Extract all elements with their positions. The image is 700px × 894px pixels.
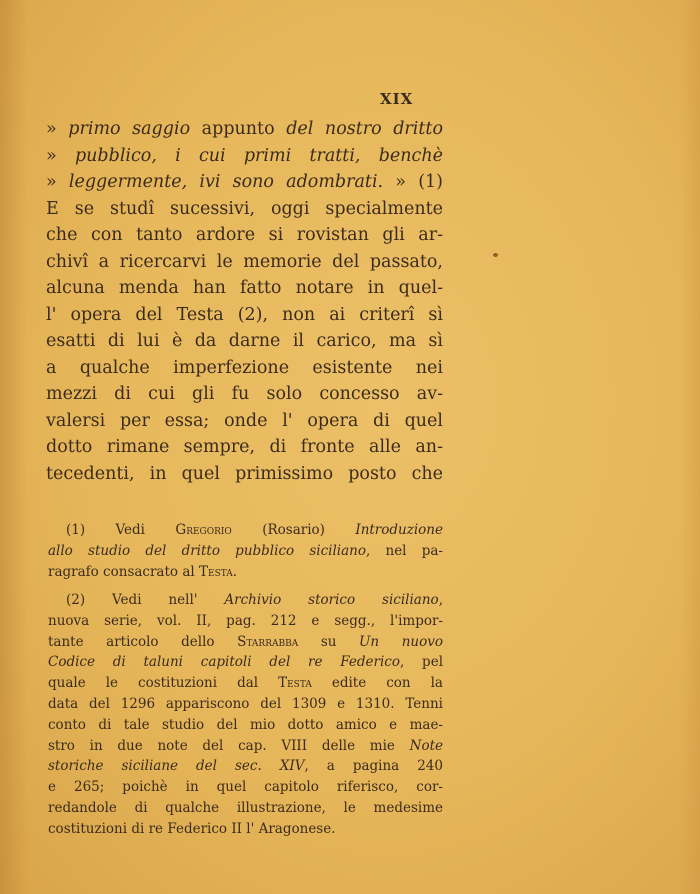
text-run: costituzioni di re Federico II l' Aragonese. [48,820,336,837]
text-line [46,435,443,459]
small-caps-name: Gregorio [175,522,232,538]
text-run: (1) Vedi [66,522,176,538]
footnote-line [48,652,443,672]
text-line [46,197,443,221]
text-run: edite con la [311,675,443,692]
footnote-line [66,520,443,540]
text-run: valersi per essa; onde l' opera di quel [46,410,443,431]
text-line [46,462,443,486]
small-caps-name: Testa [199,563,233,580]
text-run: conto di tale studio del mio dotto amico e mae- [48,716,443,733]
text-run: data del 1296 appariscono del 1309 e 1310. Tenni [48,696,443,712]
text-line [46,356,443,380]
italic-text: leggermente, ivi sono adombrati. [68,172,384,192]
text-run: che con tanto ardore si rovistan gli ar- [46,225,443,245]
italic-text: pubblico, i cui primi tratti, benchè [74,145,443,166]
footnote-line [48,611,443,631]
text-run: tecedenti, in quel primissimo posto che [46,463,443,484]
small-caps-name: Starrabba [237,633,299,650]
italic-text: Archivio storico siciliano [224,592,439,608]
page-edge-shadow [0,0,28,894]
footnote-line [48,694,443,714]
text-line [46,144,443,168]
footnote-line [48,777,443,797]
text-run: » [46,172,69,192]
footnote-line [48,715,443,735]
footnote-line [48,756,443,776]
footnote-line [48,562,443,582]
small-caps-name: Testa [278,675,312,692]
text-run: a qualche imperfezione esistente nei [46,357,443,378]
footnote-line [48,673,443,693]
text-run: nuova serie, vol. II, pag. 212 e segg., l'impor- [48,612,443,629]
text-line [46,409,443,433]
text-run: , pel [399,654,443,671]
italic-text: storiche siciliane del sec. XIV [48,758,305,775]
text-run: appunto [190,119,287,139]
italic-text: Codice di taluni capitoli del re Federico [48,654,400,671]
text-run: quale le costituzioni dal [48,675,279,692]
text-run: , [438,592,443,608]
text-run: tante articolo dello [48,633,238,650]
footnote-line [66,590,443,610]
text-run: dotto rimane sempre, di fronte alle an- [46,437,443,457]
footnote-line [48,819,443,839]
text-run: alcuna menda han fatto notare in quel- [46,278,443,298]
text-run: redandole di qualche illustrazione, le medesime [48,800,443,816]
italic-text: Introduzione [355,522,443,538]
text-run: esatti di lui è da darne il carico, ma sì [46,331,443,351]
text-run: » [46,119,69,139]
text-line [46,250,443,274]
text-line [46,276,443,300]
text-run: , a pagina 240 [304,758,443,775]
text-run: , nel pa- [365,542,443,559]
footnote-line [48,541,443,561]
page-number: XIX [380,90,414,108]
text-run: mezzi di cui gli fu solo concesso av- [46,384,443,404]
text-run: ragrafo consacrato al [48,563,199,580]
italic-text: del nostro dritto [286,119,443,139]
italic-text: Un nuovo [359,633,443,650]
text-line [46,223,443,247]
text-run: e 265; poichè in quel capitolo riferisco, cor- [48,779,443,796]
page-edge-shadow [680,0,700,894]
paper-stain [493,253,498,257]
text-line [46,170,443,194]
footnote-line [48,632,443,652]
text-run: E se studî sucessivi, oggi specialmente [46,198,443,219]
footnote-line [48,798,443,818]
text-line [46,382,443,406]
text-run: su [298,633,360,650]
text-run: l' opera del Testa (2), non ai criterî sì [46,304,443,325]
text-run: chivî a ricercarvi le memorie del passato, [46,251,443,272]
italic-text: primo saggio [68,119,191,139]
text-run: (2) Vedi nell' [66,592,225,608]
italic-text: Note [409,737,443,754]
italic-text: allo studio del dritto pubblico siciliano [48,542,366,559]
text-run: » [46,145,75,166]
footnote-line [48,736,443,756]
text-run: . [232,563,238,580]
text-line [46,329,443,353]
text-run: stro in due note del cap. VIII delle mie [48,737,410,754]
text-line [46,303,443,327]
text-run: (Rosario) [231,522,356,538]
text-line [46,117,443,141]
text-run: » (1) [383,172,443,192]
